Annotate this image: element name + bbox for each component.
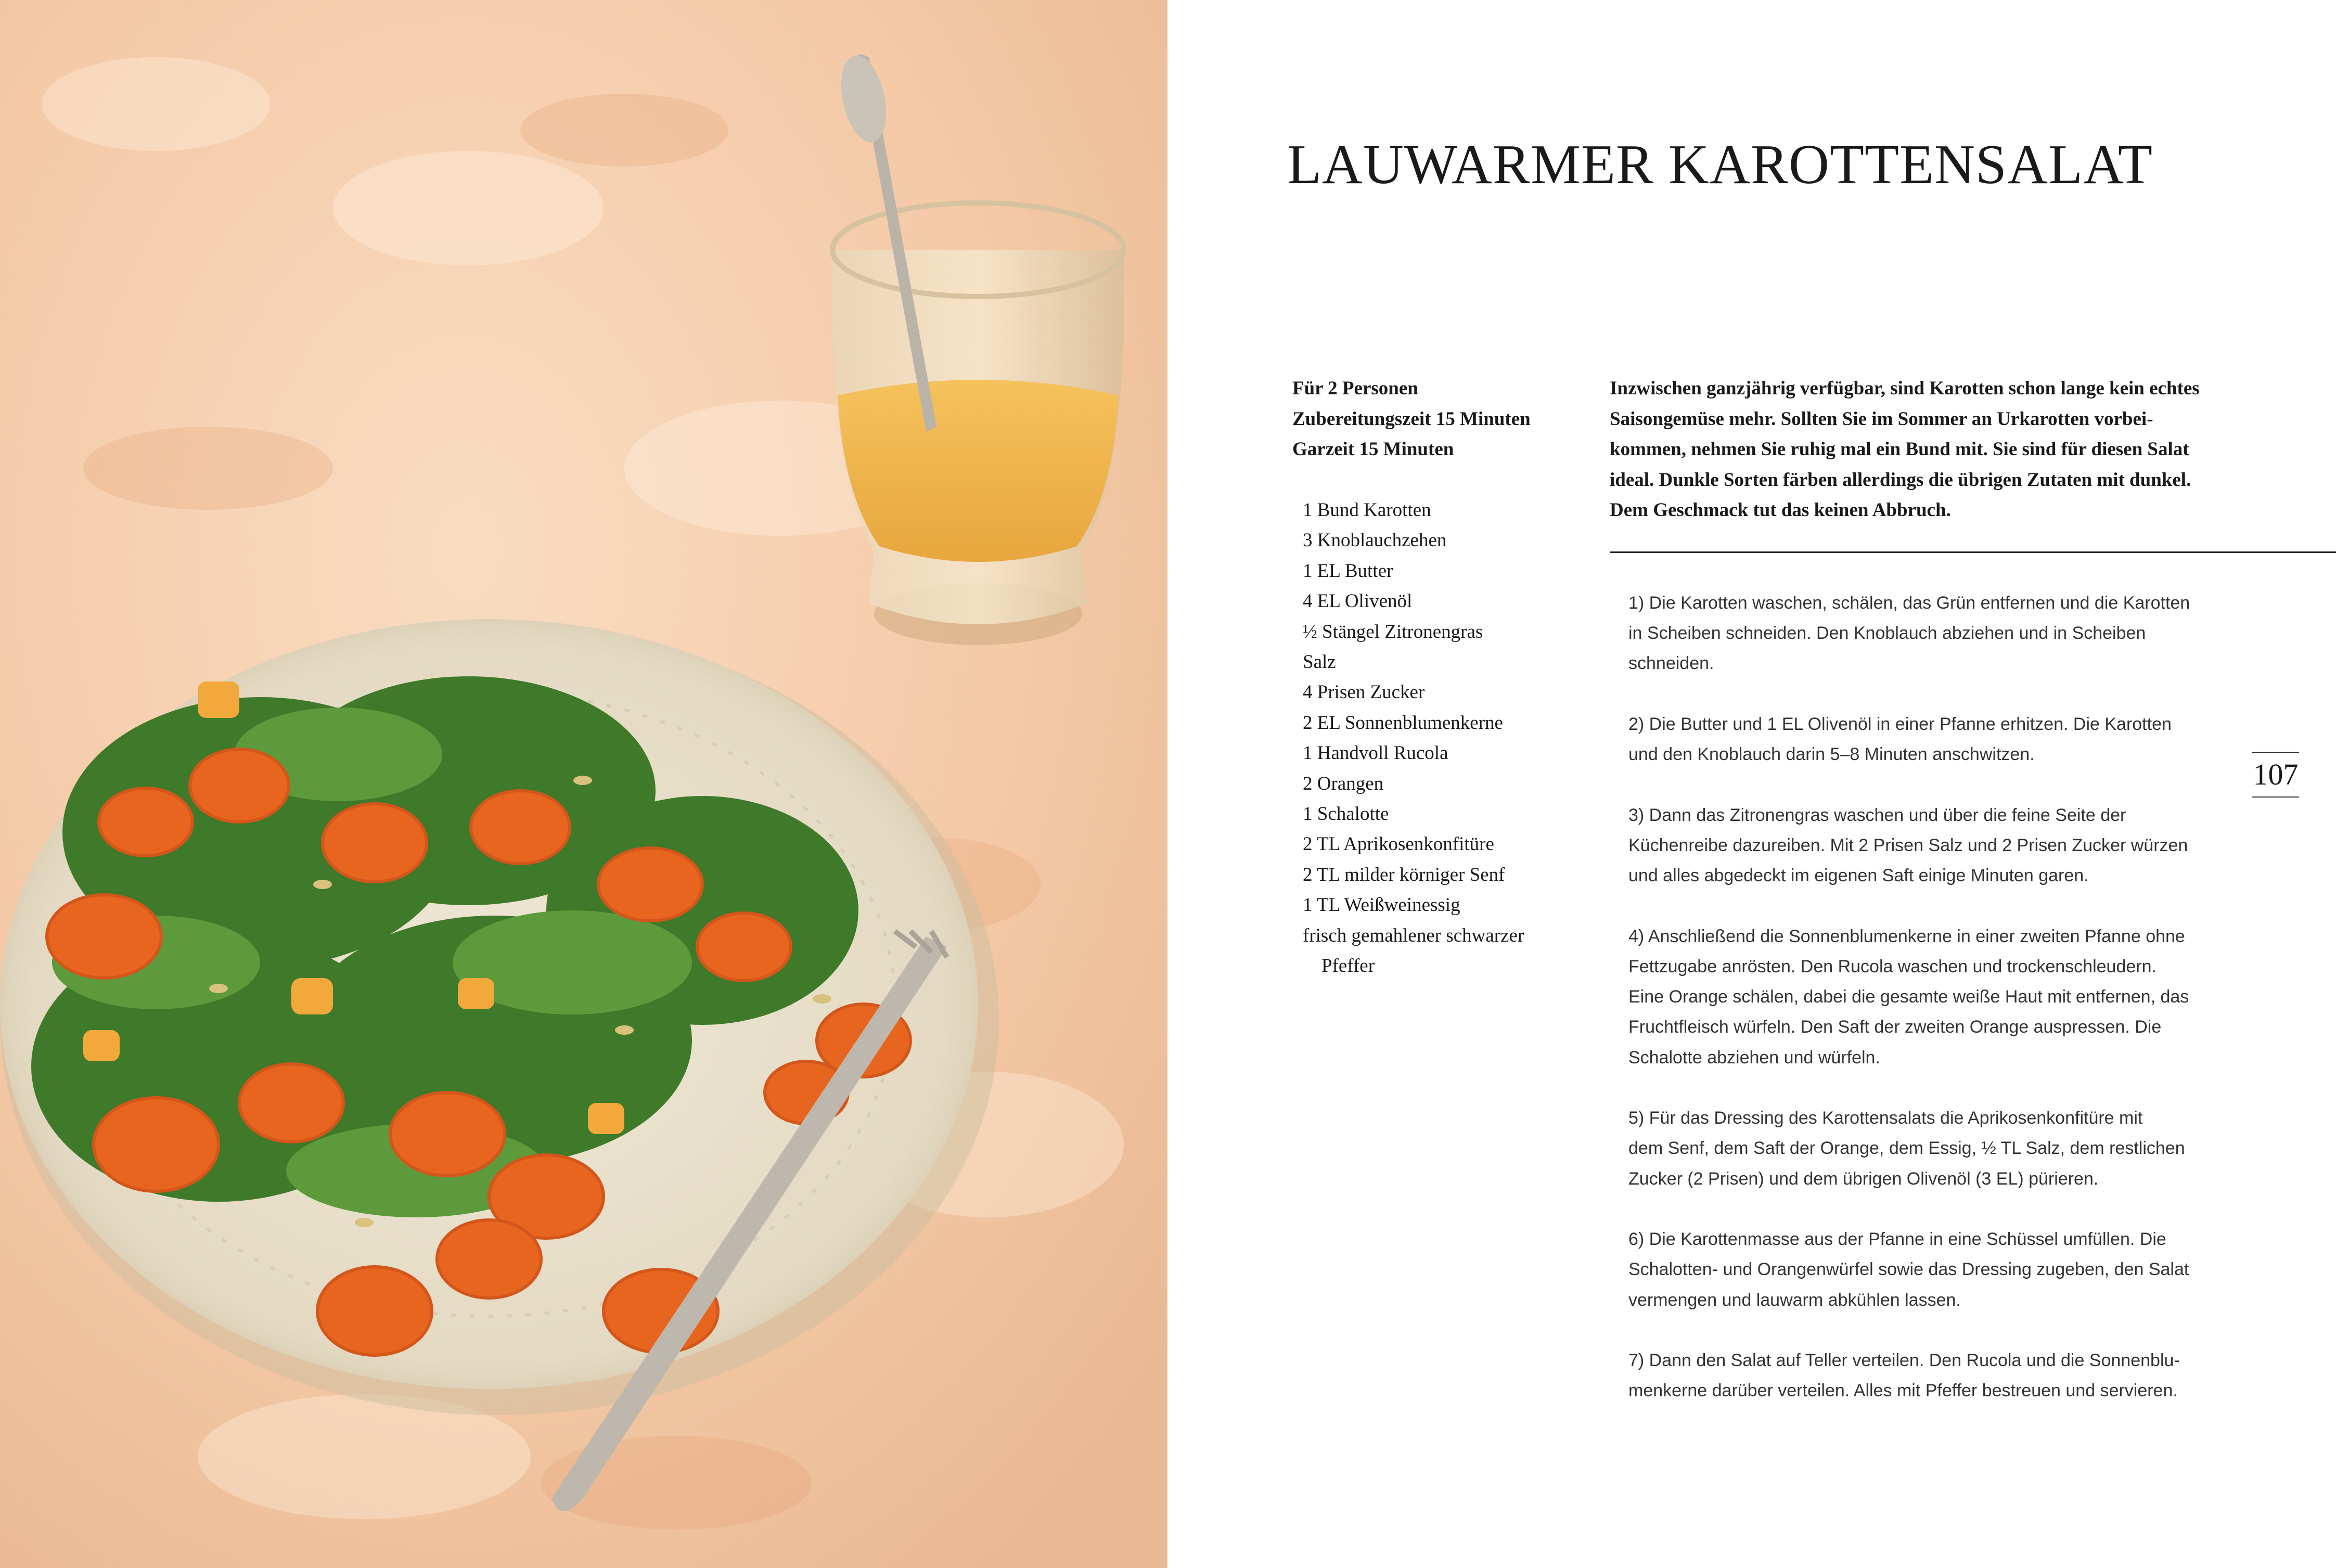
step-line: Zucker (2 Prisen) und dem übrigen Olivenöl (3 EL) pürieren. (1628, 1168, 2099, 1189)
recipe-meta (1292, 374, 1531, 465)
step-line: und den Knoblauch darin 5–8 Minuten anschwitzen. (1628, 744, 2035, 765)
step-1 (1628, 588, 2216, 679)
step-line: 2) Die Butter und 1 EL Olivenöl in einer Pfanne erhitzen. Die Karotten (1628, 714, 2172, 734)
ingredient-item: Salz (1303, 651, 1336, 673)
ingredient-item: 2 EL Sonnenblumenkerne (1303, 712, 1503, 734)
step-line: vermengen und lauwarm abkühlen lassen. (1628, 1290, 1961, 1310)
step-line: 4) Anschließend die Sonnenblumenkerne in einer zweiten Pfanne ohne (1628, 926, 2185, 946)
ingredient-item: 3 Knoblauchzehen (1303, 530, 1447, 551)
servings: Für 2 Personen (1292, 378, 1418, 399)
step-line: menkerne darüber verteilen. Alles mit Pfeffer bestreuen und servieren. (1628, 1381, 2178, 1401)
intro-line: kommen, nehmen Sie ruhig mal ein Bund mit. Sie sind für diesen Salat (1610, 439, 2189, 460)
step-2 (1628, 709, 2216, 769)
ingredient-item: 1 TL Weißweinessig (1303, 894, 1460, 916)
step-4 (1628, 921, 2216, 1073)
recipe-intro (1610, 374, 2218, 526)
ingredient-item: ½ Stängel Zitronengras (1303, 621, 1483, 642)
intro-line: Dem Geschmack tut das keinen Abbruch. (1610, 499, 1951, 521)
recipe-title: LAUWARMER KAROTTENSALAT (1287, 134, 2153, 196)
step-6 (1628, 1224, 2216, 1315)
ingredient-item: 1 Handvoll Rucola (1303, 742, 1448, 764)
step-line: Fettzugabe anrösten. Den Rucola waschen und trockenschleudern. (1628, 957, 2157, 976)
ingredient-item: 2 TL Aprikosenkonfitüre (1303, 833, 1494, 855)
step-3 (1628, 800, 2216, 891)
prep-time: Zubereitungszeit 15 Minuten (1292, 408, 1531, 430)
intro-line: ideal. Dunkle Sorten färben allerdings die übrigen Zutaten mit dunkel. (1610, 469, 2191, 491)
ingredient-item: 4 EL Olivenöl (1303, 590, 1413, 612)
step-line: in Scheiben schneiden. Den Knoblauch abziehen und in Scheiben (1628, 623, 2146, 644)
ingredient-item-continuation: Pfeffer (1321, 955, 1375, 977)
ingredient-item: 1 Schalotte (1303, 803, 1389, 825)
ingredient-item: frisch gemahlener schwarzer (1303, 924, 1524, 946)
ingredient-item: 2 TL milder körniger Senf (1303, 864, 1505, 885)
step-line: schneiden. (1628, 653, 1714, 674)
recipe-page (1167, 0, 2336, 1568)
ingredient-list (1303, 495, 1524, 982)
step-line: 7) Dann den Salat auf Teller verteilen. Den Rucola und die Sonnenblu- (1628, 1351, 2180, 1371)
step-line: 1) Die Karotten waschen, schälen, das Grün entfernen und die Karotten (1628, 593, 2190, 613)
intro-line: Saisongemüse mehr. Sollten Sie im Sommer an Urkarotten vorbei- (1610, 408, 2153, 430)
step-line: dem Senf, dem Saft der Orange, dem Essig, ½ TL Salz, dem restlichen (1628, 1138, 2185, 1159)
page-number: 107 (2252, 752, 2299, 798)
step-line: Fruchtfleisch würfeln. Den Saft der zweiten Orange auspressen. Die (1628, 1017, 2162, 1037)
cook-time: Garzeit 15 Minuten (1292, 439, 1454, 460)
ingredient-item: 2 Orangen (1303, 773, 1384, 794)
step-line: Küchenreibe dazureiben. Mit 2 Prisen Salz und 2 Prisen Zucker würzen (1628, 836, 2188, 855)
step-line: und alles abgedeckt im eigenen Saft einige Minuten garen. (1628, 866, 2089, 886)
step-5 (1628, 1103, 2216, 1194)
instruction-steps (1628, 588, 2216, 1436)
step-7 (1628, 1345, 2216, 1406)
ingredient-item: 4 Prisen Zucker (1303, 682, 1425, 703)
step-line: Schalotte abziehen und würfeln. (1628, 1047, 1880, 1068)
step-line: Eine Orange schälen, dabei die gesamte weiße Haut mit entfernen, das (1628, 987, 2189, 1007)
step-line: 5) Für das Dressing des Karottensalats die Aprikosenkonfitüre mit (1628, 1108, 2143, 1128)
step-line: 6) Die Karottenmasse aus der Pfanne in eine Schüssel umfüllen. Die (1628, 1229, 2166, 1250)
intro-line: Inzwischen ganzjährig verfügbar, sind Karotten schon lange kein echtes (1610, 378, 2200, 399)
divider (1610, 551, 2336, 553)
food-photo (0, 0, 1167, 1568)
step-line: Schalotten- und Orangenwürfel sowie das Dressing zugeben, den Salat (1628, 1259, 2189, 1280)
ingredient-item: 1 EL Butter (1303, 560, 1393, 582)
ingredient-item: 1 Bund Karotten (1303, 499, 1431, 521)
step-line: 3) Dann das Zitronengras waschen und über die feine Seite der (1628, 805, 2126, 825)
